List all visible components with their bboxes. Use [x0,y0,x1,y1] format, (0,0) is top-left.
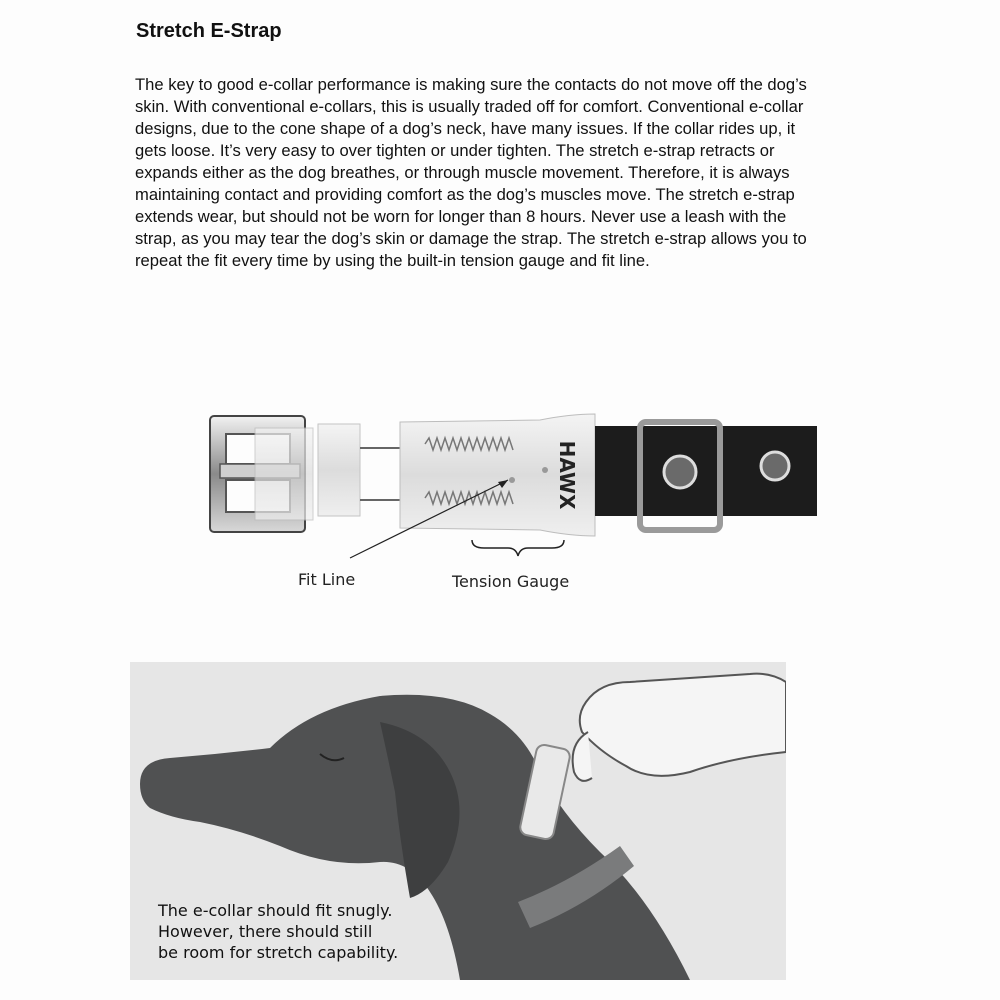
clear-end-block [318,424,360,516]
brand-label: HAWX [555,440,579,510]
dog-caption [158,900,398,963]
caption-line: be room for stretch capability. [158,943,399,962]
body-paragraph: The key to good e-collar performance is making sure the contacts do not move off the dog’s skin. With conventional e-collars, this is usually traded off for comfort. Conventional e-collar designs, due to the cone shape of a dog’s neck, have many issues. If the collar rides up, it gets loose. It’s very easy to over tighten or under tighten. The stretch e-strap retracts or expands either as the dog breathes, or through muscle movement. Therefore, it is always maintaining contact and providing comfort as the dog’s muscles move. The stretch e-strap extends wear, but should not be worn for longer than 8 hours. Never use a leash with the strap, as you may tear the dog’s skin or damage the strap. The stretch e-strap allows you to repeat the fit every time by using the built-in tension gauge and fit line. [135,75,807,270]
strap-figure [200,400,820,600]
caption-line: The e-collar should fit snugly. [158,901,393,920]
tension-gauge-label: Tension Gauge [452,572,570,591]
stretch-strap-illustration [200,400,820,600]
rivet-icon [761,452,789,480]
caption-line: However, there should still [158,922,373,941]
page-title: Stretch E-Strap [136,20,282,42]
tension-gauge-bracket [472,540,564,556]
fit-line-label: Fit Line [298,570,356,589]
rivet-icon [664,456,696,488]
buckle-icon [210,416,313,532]
